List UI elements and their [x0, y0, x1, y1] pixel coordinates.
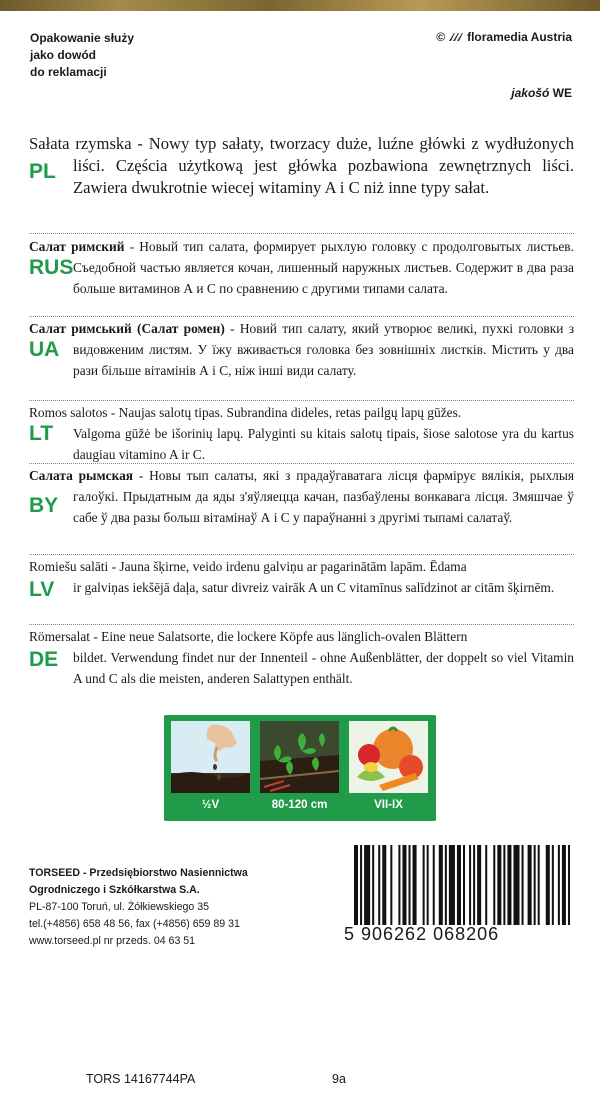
spacing-label: 80-120 cm	[271, 799, 328, 811]
company-name-line1: TORSEED - Przedsiębiorstwo Nasiennictwa	[29, 867, 248, 879]
company-info	[29, 865, 329, 950]
company-phone: tel.(+4856) 658 48 56, fax (+4856) 659 89 31	[29, 918, 240, 930]
description-text	[29, 133, 574, 199]
divider	[29, 554, 574, 555]
barcode-bar	[354, 845, 358, 925]
complaint-note	[30, 30, 230, 81]
description-text	[29, 465, 574, 528]
copyright-brand: floramedia Austria	[467, 30, 572, 44]
quality-mark	[511, 86, 572, 100]
barcode-bar	[534, 845, 536, 925]
barcode-bar	[513, 845, 519, 925]
quality-prefix: jakošó	[511, 86, 550, 100]
barcode-bar	[433, 845, 435, 925]
lang-block-rus	[29, 236, 574, 299]
barcode-bar	[473, 845, 475, 925]
barcode-bar	[469, 845, 471, 925]
barcode-bar	[445, 845, 447, 925]
barcode-bar	[485, 845, 487, 925]
barcode-bar	[522, 845, 524, 925]
description-rus: - Новый тип салата, формирует рыхлую головку с продолговытых листьев. Съедобной частью является кочан, лишенный наружных листьев. Содержит в два раза больше витаминов А и С по сравнению с другими типами салата.	[73, 239, 574, 296]
cultivation-icons-panel	[164, 715, 436, 821]
description-first-line: Romiešu salāti - Jauna šķirne, veido irdenu galviņu ar pagarinātām lapām. Ēdama	[29, 559, 467, 574]
lang-block-pl	[29, 133, 574, 199]
barcode-bar	[528, 845, 532, 925]
barcode-bar	[423, 845, 425, 925]
barcode-bar	[382, 845, 386, 925]
divider	[29, 463, 574, 464]
harvest-vegetables-icon	[349, 721, 428, 793]
barcode-bar	[390, 845, 392, 925]
barcode-bar	[360, 845, 362, 925]
description-lv: ir galviņas iekšējā daļa, satur divreiz vairāk A un C vitamīnus salīdzinot ar citām šķirnēm.	[73, 580, 555, 595]
quality-label: WE	[552, 86, 572, 100]
seedling-rows-icon	[260, 721, 339, 793]
barcode-bar	[546, 845, 550, 925]
barcode-bar	[449, 845, 455, 925]
product-name: Салат римський (Салат ромен)	[29, 321, 225, 336]
barcode-bar	[439, 845, 443, 925]
floramedia-logo-icon	[448, 32, 464, 42]
barcode-bar	[409, 845, 411, 925]
barcode-bar	[552, 845, 554, 925]
barcode-bar	[402, 845, 406, 925]
lang-block-de	[29, 626, 574, 689]
barcode-bar	[457, 845, 461, 925]
company-web: www.torseed.pl nr przeds. 04 63 51	[29, 935, 196, 947]
description-first-line: Romos salotos - Naujas salotų tipas. Subrandina dideles, retas pailgų lapų gūžes.	[29, 405, 462, 420]
product-code: TORS 14167744PA	[86, 1072, 196, 1086]
copyright-notice	[436, 30, 572, 44]
barcode-bar	[477, 845, 481, 925]
description-lt: Valgoma gūžė be išorinių lapų. Palyginti su kitais salotų tipais, šiose salotose yra du kartus daugiau vitamino A ir C.	[73, 426, 574, 462]
barcode-bar	[427, 845, 429, 925]
top-photo-strip	[0, 0, 600, 11]
lang-block-lv	[29, 556, 574, 601]
lang-code: LT	[29, 422, 54, 445]
company-name-line2: Ogrodniczego i Szkółkarstwa S.A.	[29, 884, 200, 896]
divider	[29, 233, 574, 234]
page-mark: 9a	[332, 1072, 346, 1086]
product-name: Салата рымская	[29, 468, 134, 483]
complaint-line: jako dowód	[30, 48, 96, 62]
barcode-bar	[493, 845, 495, 925]
company-address: PL-87-100 Toruń, ul. Żółkiewskiego 35	[29, 901, 209, 913]
divider	[29, 624, 574, 625]
sowing-period-label: ½V	[201, 799, 220, 811]
lang-code: RUS	[29, 256, 74, 279]
barcode-bar	[463, 845, 465, 925]
barcode-bar	[372, 845, 374, 925]
barcode-bar	[507, 845, 511, 925]
lang-code: LV	[29, 578, 55, 601]
description-by: - Новы тып салаты, які з прадаўгаватага лісця фармірує вялікія, рыхлыя галоўкі. Прыдатным да яды з'яўляецца качан, пазбаўлены вонкавага лісця. Змяшчае ў сабе ў два разы больш вітамінаў А і С у параўнанні з другімі тыпамі салатаў.	[73, 468, 574, 525]
lang-code: PL	[29, 160, 56, 183]
copyright-symbol: ©	[436, 30, 446, 44]
description-pl: Sałata rzymska - Nowy typ sałaty, tworzacy duże, luźne główki z wydłużonych liści. Częścia użytkową jest główka pozbawiona zewnętrznych liści. Zawiera dwukrotnie wiecej witaminy A i C niż inne typy sałat.	[29, 134, 574, 197]
lang-code: UA	[29, 338, 60, 361]
complaint-line: Opakowanie służy	[30, 31, 135, 45]
product-name: Салат римский	[29, 239, 125, 254]
lang-block-by	[29, 465, 574, 528]
barcode-bar	[364, 845, 370, 925]
barcode-bar	[558, 845, 560, 925]
barcode-image	[354, 845, 574, 927]
barcode-number: 5 906262 068206	[344, 924, 500, 944]
description-de: bildet. Verwendung findet nur der Innenteil - ohne Außenblätter, der doppelt so viel Vitamin A und C als die meisten, anderen Salattypen enthält.	[73, 650, 574, 686]
barcode-bar	[398, 845, 400, 925]
barcode-bar	[497, 845, 501, 925]
barcode-bar	[503, 845, 505, 925]
lang-block-lt	[29, 402, 574, 465]
description-text	[29, 318, 574, 381]
divider	[29, 400, 574, 401]
barcode-bar	[378, 845, 380, 925]
complaint-line: do reklamacji	[30, 65, 107, 79]
description-ua: - Новий тип салату, який утворює великі, пухкі головки з видовженим листям. У їжу вживається головка без зовнішніх листків. Містить у два рази більше вітамінів А і С, ніж інші види салату.	[73, 321, 574, 378]
barcode-bar	[413, 845, 417, 925]
barcode-bar	[562, 845, 566, 925]
barcode-bar	[538, 845, 540, 925]
description-text	[29, 236, 574, 299]
sowing-hand-icon	[171, 721, 250, 793]
divider	[29, 316, 574, 317]
description-first-line: Römersalat - Eine neue Salatsorte, die lockere Köpfe aus länglich-ovalen Blättern	[29, 629, 468, 644]
harvest-period-label: VII-IX	[374, 799, 403, 811]
lang-code: BY	[29, 494, 59, 517]
lang-block-ua	[29, 318, 574, 381]
lang-code: DE	[29, 648, 59, 671]
barcode-bar	[568, 845, 570, 925]
